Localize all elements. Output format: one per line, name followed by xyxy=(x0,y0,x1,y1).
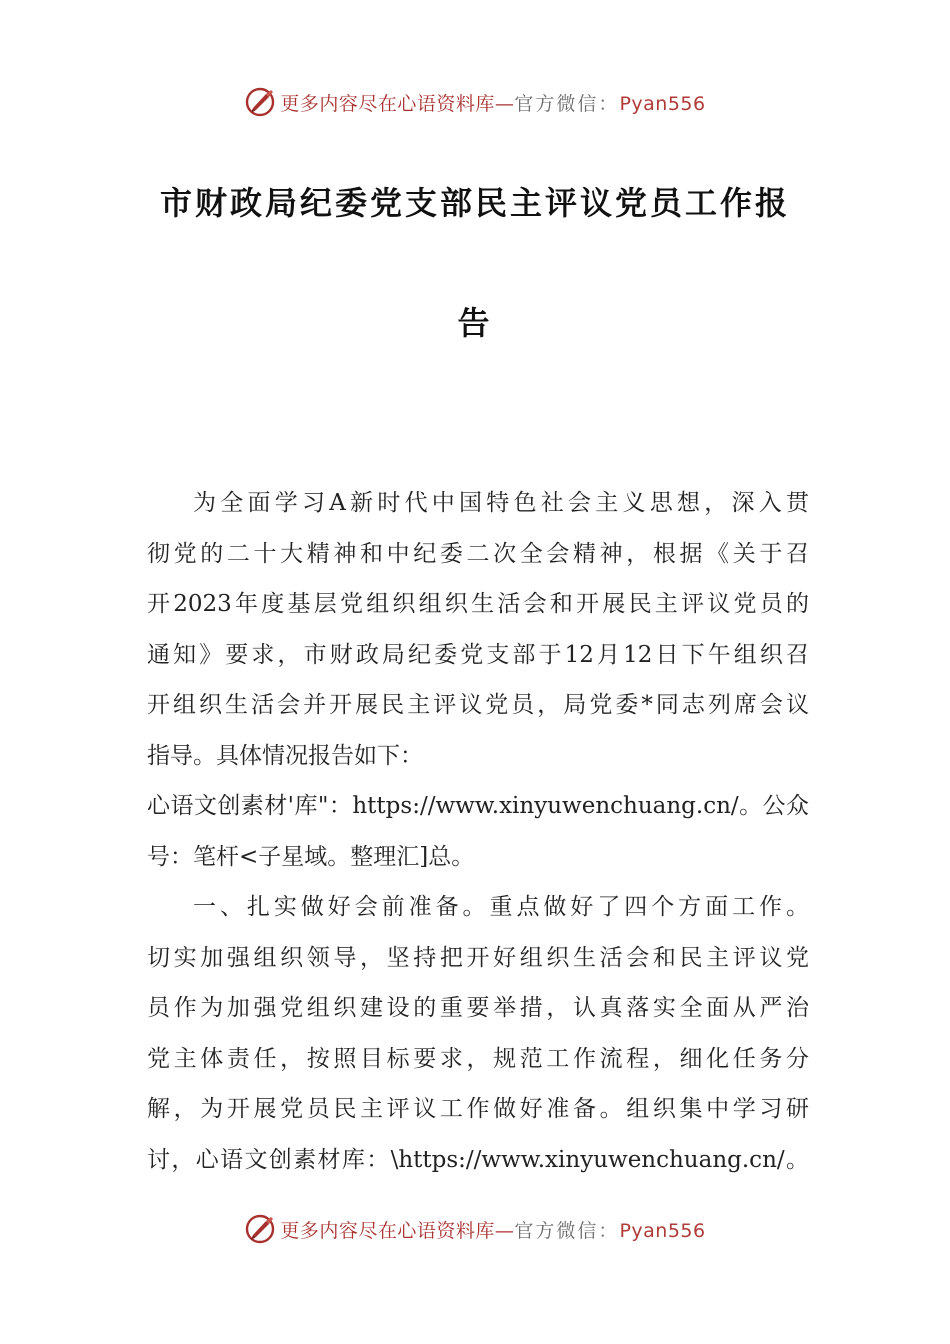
brand-text: 更多内容尽在心语资料库 xyxy=(280,92,495,115)
document-body xyxy=(147,478,809,1185)
body-line: 切实加强组织领导，坚持把开好组织生活会和民主评议党 xyxy=(147,944,809,971)
banner-dash: — xyxy=(494,1219,515,1242)
brand-text: 更多内容尽在心语资料库 xyxy=(280,1219,495,1242)
header-watermark-banner xyxy=(0,82,950,122)
banner-dash: — xyxy=(494,92,515,115)
body-line: 通知》要求，市财政局纪委党支部于12月12日下午组织召 xyxy=(147,641,809,668)
body-line: 指导。具体情况报告如下： xyxy=(147,742,423,769)
official-wechat-label: 官方微信： xyxy=(514,92,620,115)
body-line: 一、扎实做好会前准备。重点做好了四个方面工作。 xyxy=(193,894,809,920)
watermark-text xyxy=(280,1216,705,1243)
body-line: 解，为开展党员民主评议工作做好准备。组织集中学习研 xyxy=(147,1096,809,1122)
footer-watermark-banner xyxy=(0,1209,950,1249)
body-line: 讨，心语文创素材库：\https://www.xinyuwenchuang.cn/。 xyxy=(147,1146,809,1173)
body-line: 开组织生活会并开展民主评议党员，局党委*同志列席会议 xyxy=(147,692,809,718)
document-title-line-1: 市财政局纪委党支部民主评议党员工作报 xyxy=(159,184,790,222)
pen-circle-logo-icon xyxy=(244,85,278,119)
body-line: 为全面学习A新时代中国特色社会主义思想，深入贯 xyxy=(193,490,809,516)
wechat-id: Pyan556 xyxy=(619,1219,706,1242)
official-wechat-label: 官方微信： xyxy=(514,1219,620,1242)
body-line: 彻党的二十大精神和中纪委二次全会精神，根据《关于召 xyxy=(147,540,809,567)
pen-circle-logo-icon xyxy=(244,1212,278,1246)
body-line: 党主体责任，按照目标要求，规范工作流程，细化任务分 xyxy=(147,1045,809,1072)
document-title-line-2: 告 xyxy=(457,304,493,342)
body-line: 员作为加强党组织建设的重要举措，认真落实全面从严治 xyxy=(147,995,809,1021)
body-line: 开2023年度基层党组织组织生活会和开展民主评议党员的 xyxy=(147,591,809,617)
wechat-id: Pyan556 xyxy=(619,92,706,115)
body-line: 心语文创素材'库"：https://www.xinyuwenchuang.cn/。公众 xyxy=(147,793,809,819)
body-line: 号：笔杆<子星域。整理汇]总。 xyxy=(147,843,475,870)
watermark-text xyxy=(280,89,705,116)
